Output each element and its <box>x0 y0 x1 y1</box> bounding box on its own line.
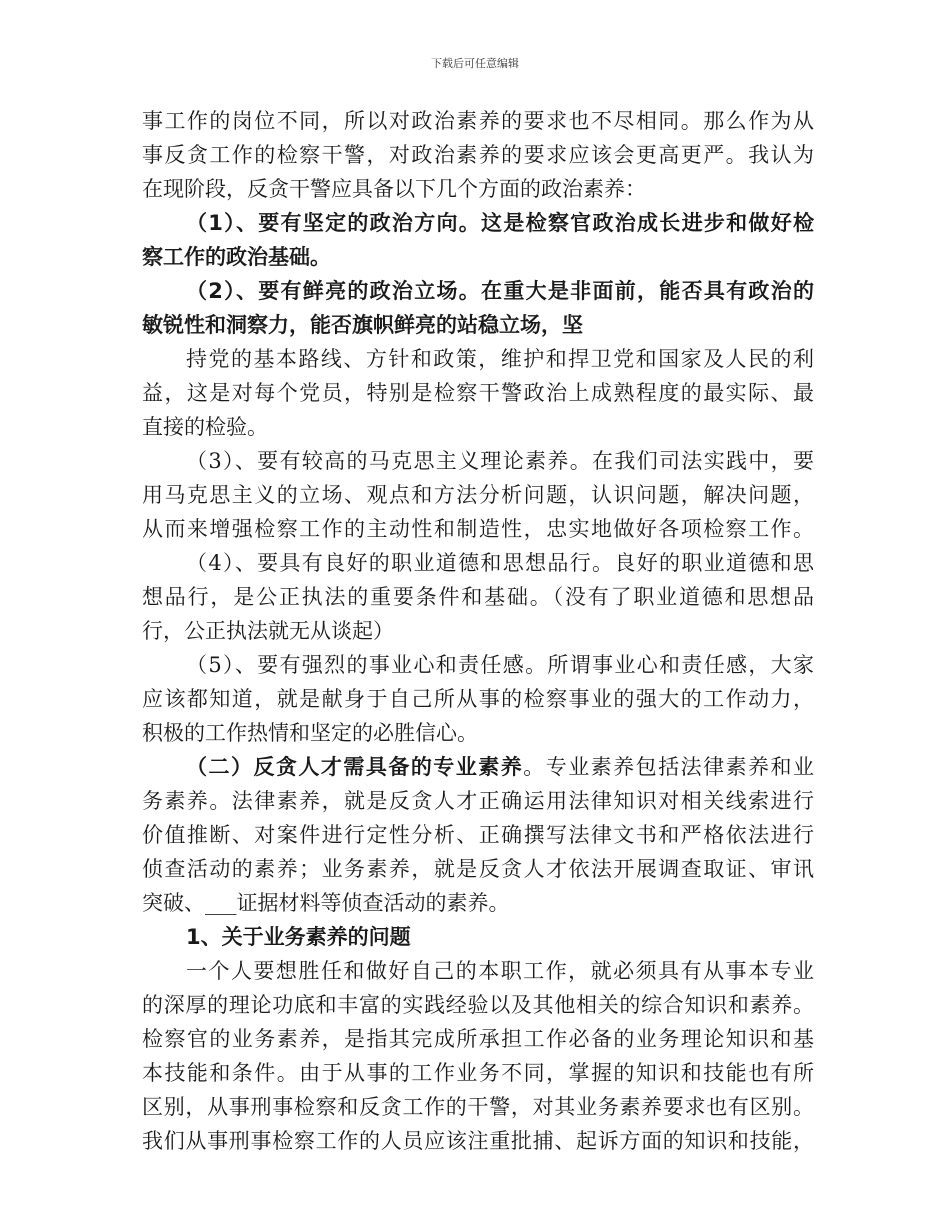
section-heading-line <box>142 750 814 784</box>
section-heading: （二）反贪人才需具备的专业素养 <box>186 755 524 779</box>
text-line: （4）、要具有良好的职业道德和思想品行。良好的职业道德和思 <box>186 551 814 575</box>
text-line: 想品行，是公正执法的重要条件和基础。（没有了职业道德和思想品 <box>142 585 814 609</box>
section-heading-continuation: 。专业素养包括法律素养和业 <box>523 755 815 779</box>
text-line: 应该都知道，就是献身于自己所从事的检察事业的强大的工作动力， <box>142 687 814 711</box>
text-line: 行，公正执法就无从谈起） <box>142 619 394 643</box>
paragraph-block-2 <box>142 784 814 1158</box>
text-line: 在现阶段，反贪干警应具备以下几个方面的政治素养： <box>142 177 646 201</box>
paragraph-block-1 <box>142 104 814 750</box>
text-line: 我们从事刑事检察工作的人员应该注重批捕、起诉方面的知识和技能， <box>142 1129 814 1153</box>
text-line: （5）、要有强烈的事业心和责任感。所谓事业心和责任感，大家 <box>186 653 814 677</box>
text-line: 事反贪工作的检察干警，对政治素养的要求应该会更高更严。我认为 <box>142 143 814 167</box>
text-line: 用马克思主义的立场、观点和方法分析问题，认识问题，解决问题， <box>142 483 814 507</box>
text-line: 持党的基本路线、方针和政策，维护和捍卫党和国家及人民的利 <box>186 347 814 371</box>
text-line: 从而来增强检察工作的主动性和制造性，忠实地做好各项检察工作。 <box>142 517 814 541</box>
text-line: 检察官的业务素养，是指其完成所承担工作必备的业务理论知识和基 <box>142 1027 814 1051</box>
text-line: 1、关于业务素养的问题 <box>186 925 411 949</box>
text-line: 事工作的岗位不同，所以对政治素养的要求也不尽相同。那么作为从 <box>142 109 814 133</box>
text-line: 察工作的政治基础。 <box>142 245 331 269</box>
text-line: 直接的检验。 <box>142 415 268 439</box>
document-body <box>142 104 814 1158</box>
text-line: 积极的工作热情和坚定的必胜信心。 <box>142 721 478 745</box>
text-line: 益，这是对每个党员，特别是检察干警政治上成熟程度的最实际、最 <box>142 381 814 405</box>
page-header: 下载后可任意编辑 <box>431 57 519 70</box>
text-line: 价值推断、对案件进行定性分析、正确撰写法律文书和严格依法进行 <box>142 823 814 847</box>
text-line: （1）、要有坚定的政治方向。这是检察官政治成长进步和做好检 <box>186 211 814 235</box>
text-line: （3）、要有较高的马克思主义理论素养。在我们司法实践中，要 <box>186 449 814 473</box>
text-line: 的深厚的理论功底和丰富的实践经验以及其他相关的综合知识和素养。 <box>142 993 814 1017</box>
text-line: 侦查活动的素养；业务素养，就是反贪人才依法开展调查取证、审讯 <box>142 857 814 881</box>
text-line: 务素养。法律素养，就是反贪人才正确运用法律知识对相关线索进行 <box>142 789 814 813</box>
text-line: 突破、___证据材料等侦查活动的素养。 <box>142 891 510 915</box>
text-line: 区别，从事刑事检察和反贪工作的干警，对其业务素养要求也有区别。 <box>142 1095 814 1119</box>
text-line: （2）、要有鲜亮的政治立场。在重大是非面前，能否具有政治的 <box>186 279 814 303</box>
text-line: 本技能和条件。由于从事的工作业务不同，掌握的知识和技能也有所 <box>142 1061 814 1085</box>
text-line: 敏锐性和洞察力，能否旗帜鲜亮的站稳立场，坚 <box>142 313 583 337</box>
text-line: 一个人要想胜任和做好自己的本职工作，就必须具有从事本专业 <box>186 959 814 983</box>
